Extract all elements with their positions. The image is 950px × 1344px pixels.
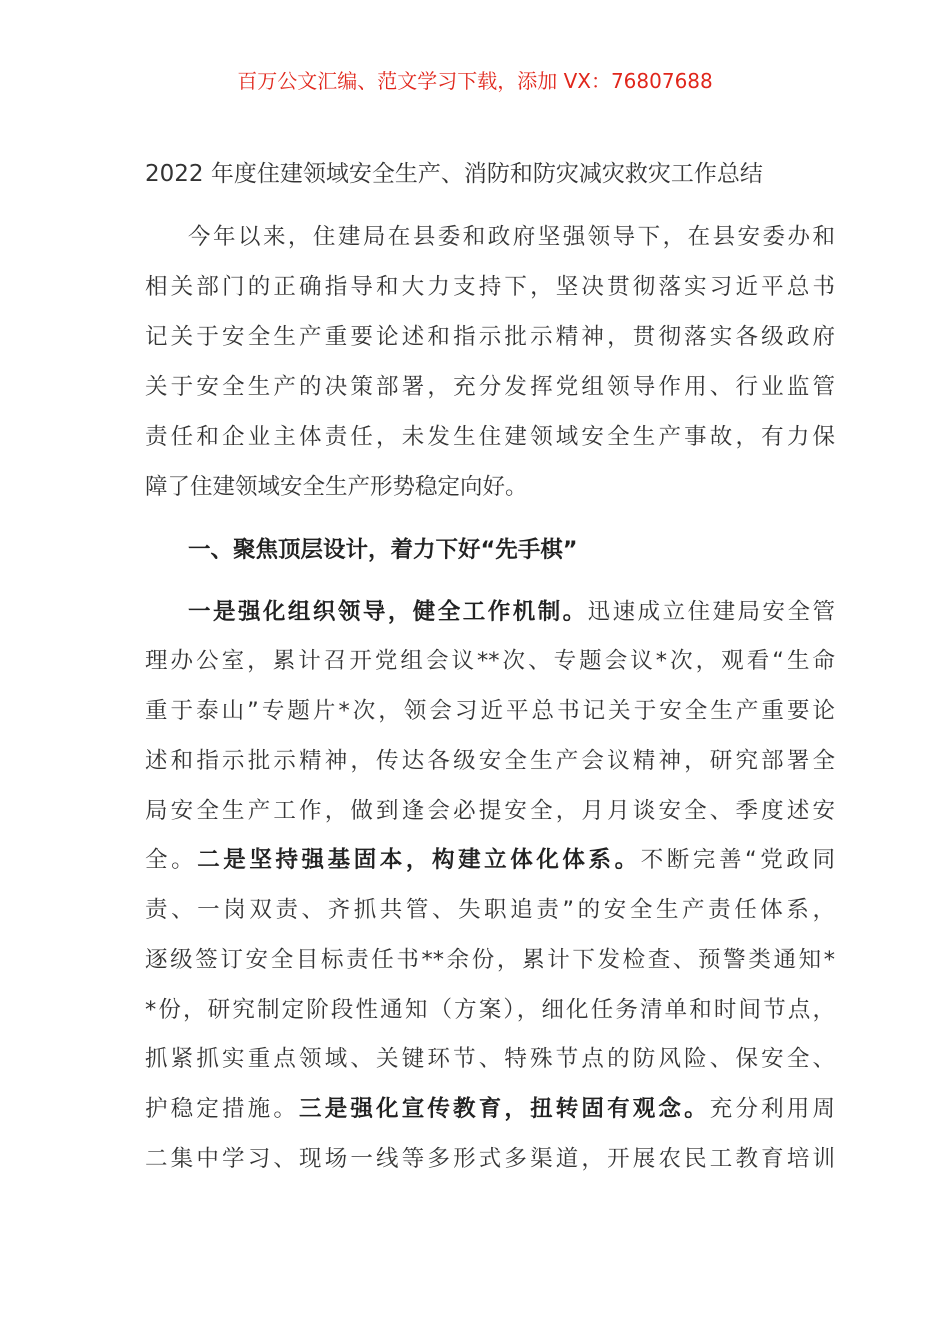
para-line-4: 述和指示批示精神，传达各级安全生产会议精神，研究部署全 [145,748,835,774]
intro-line-2: 相关部门的正确指导和大力支持下，坚决贯彻落实习近平总书 [145,274,835,300]
intro-line-5: 责任和企业主体责任，未发生住建领域安全生产事故，有力保 [145,424,835,450]
point-three-text: 充分利用周 [709,1096,835,1122]
para-line-6-start: 全。 [145,847,198,873]
point-two-text: 不断完善“党政同 [640,847,835,873]
intro-line-4: 关于安全生产的决策部署，充分发挥党组领导作用、行业监管 [145,374,835,400]
point-one-text: 迅速成立住建局安全管 [587,599,835,625]
para-line-5: 局安全生产工作，做到逢会必提安全，月月谈安全、季度述安 [145,798,835,824]
intro-line-6: 障了住建领域安全生产形势稳定向好。 [145,474,528,500]
point-one-heading: 一是强化组织领导，健全工作机制。 [188,599,588,625]
point-two-heading: 二是坚持强基固本，构建立体化体系。 [197,847,641,873]
para-line-11-start: 护稳定措施。 [145,1096,300,1122]
header-banner: 百万公文汇编、范文学习下载，添加 VX：76807688 [237,69,713,93]
document-title: 2022 年度住建领域安全生产、消防和防灾减灾救灾工作总结 [145,161,763,187]
para-line-7: 责、一岗双责、齐抓共管、失职追责”的安全生产责任体系， [145,897,835,923]
para-line-10: 抓紧抓实重点领域、关键环节、特殊节点的防风险、保安全、 [145,1046,835,1072]
point-three-heading: 三是强化宣传教育，扭转固有观念。 [299,1096,710,1122]
intro-line-3: 记关于安全生产重要论述和指示批示精神，贯彻落实各级政府 [145,324,835,350]
para-line-2: 理办公室，累计召开党组会议**次、专题会议*次，观看“生命 [145,648,835,674]
section-heading: 一、聚焦顶层设计，着力下好“先手棋” [188,537,578,563]
para-line-3: 重于泰山”专题片*次，领会习近平总书记关于安全生产重要论 [145,698,835,724]
para-line-11 [145,1092,835,1126]
para-line-1 [188,595,835,629]
intro-line-1: 今年以来，住建局在县委和政府坚强领导下，在县安委办和 [188,224,835,250]
para-line-12: 二集中学习、现场一线等多形式多渠道，开展农民工教育培训 [145,1146,835,1172]
para-line-9: *份，研究制定阶段性通知（方案），细化任务清单和时间节点， [145,997,835,1023]
para-line-6 [145,843,835,877]
para-line-8: 逐级签订安全目标责任书**余份，累计下发检查、预警类通知* [145,947,835,973]
